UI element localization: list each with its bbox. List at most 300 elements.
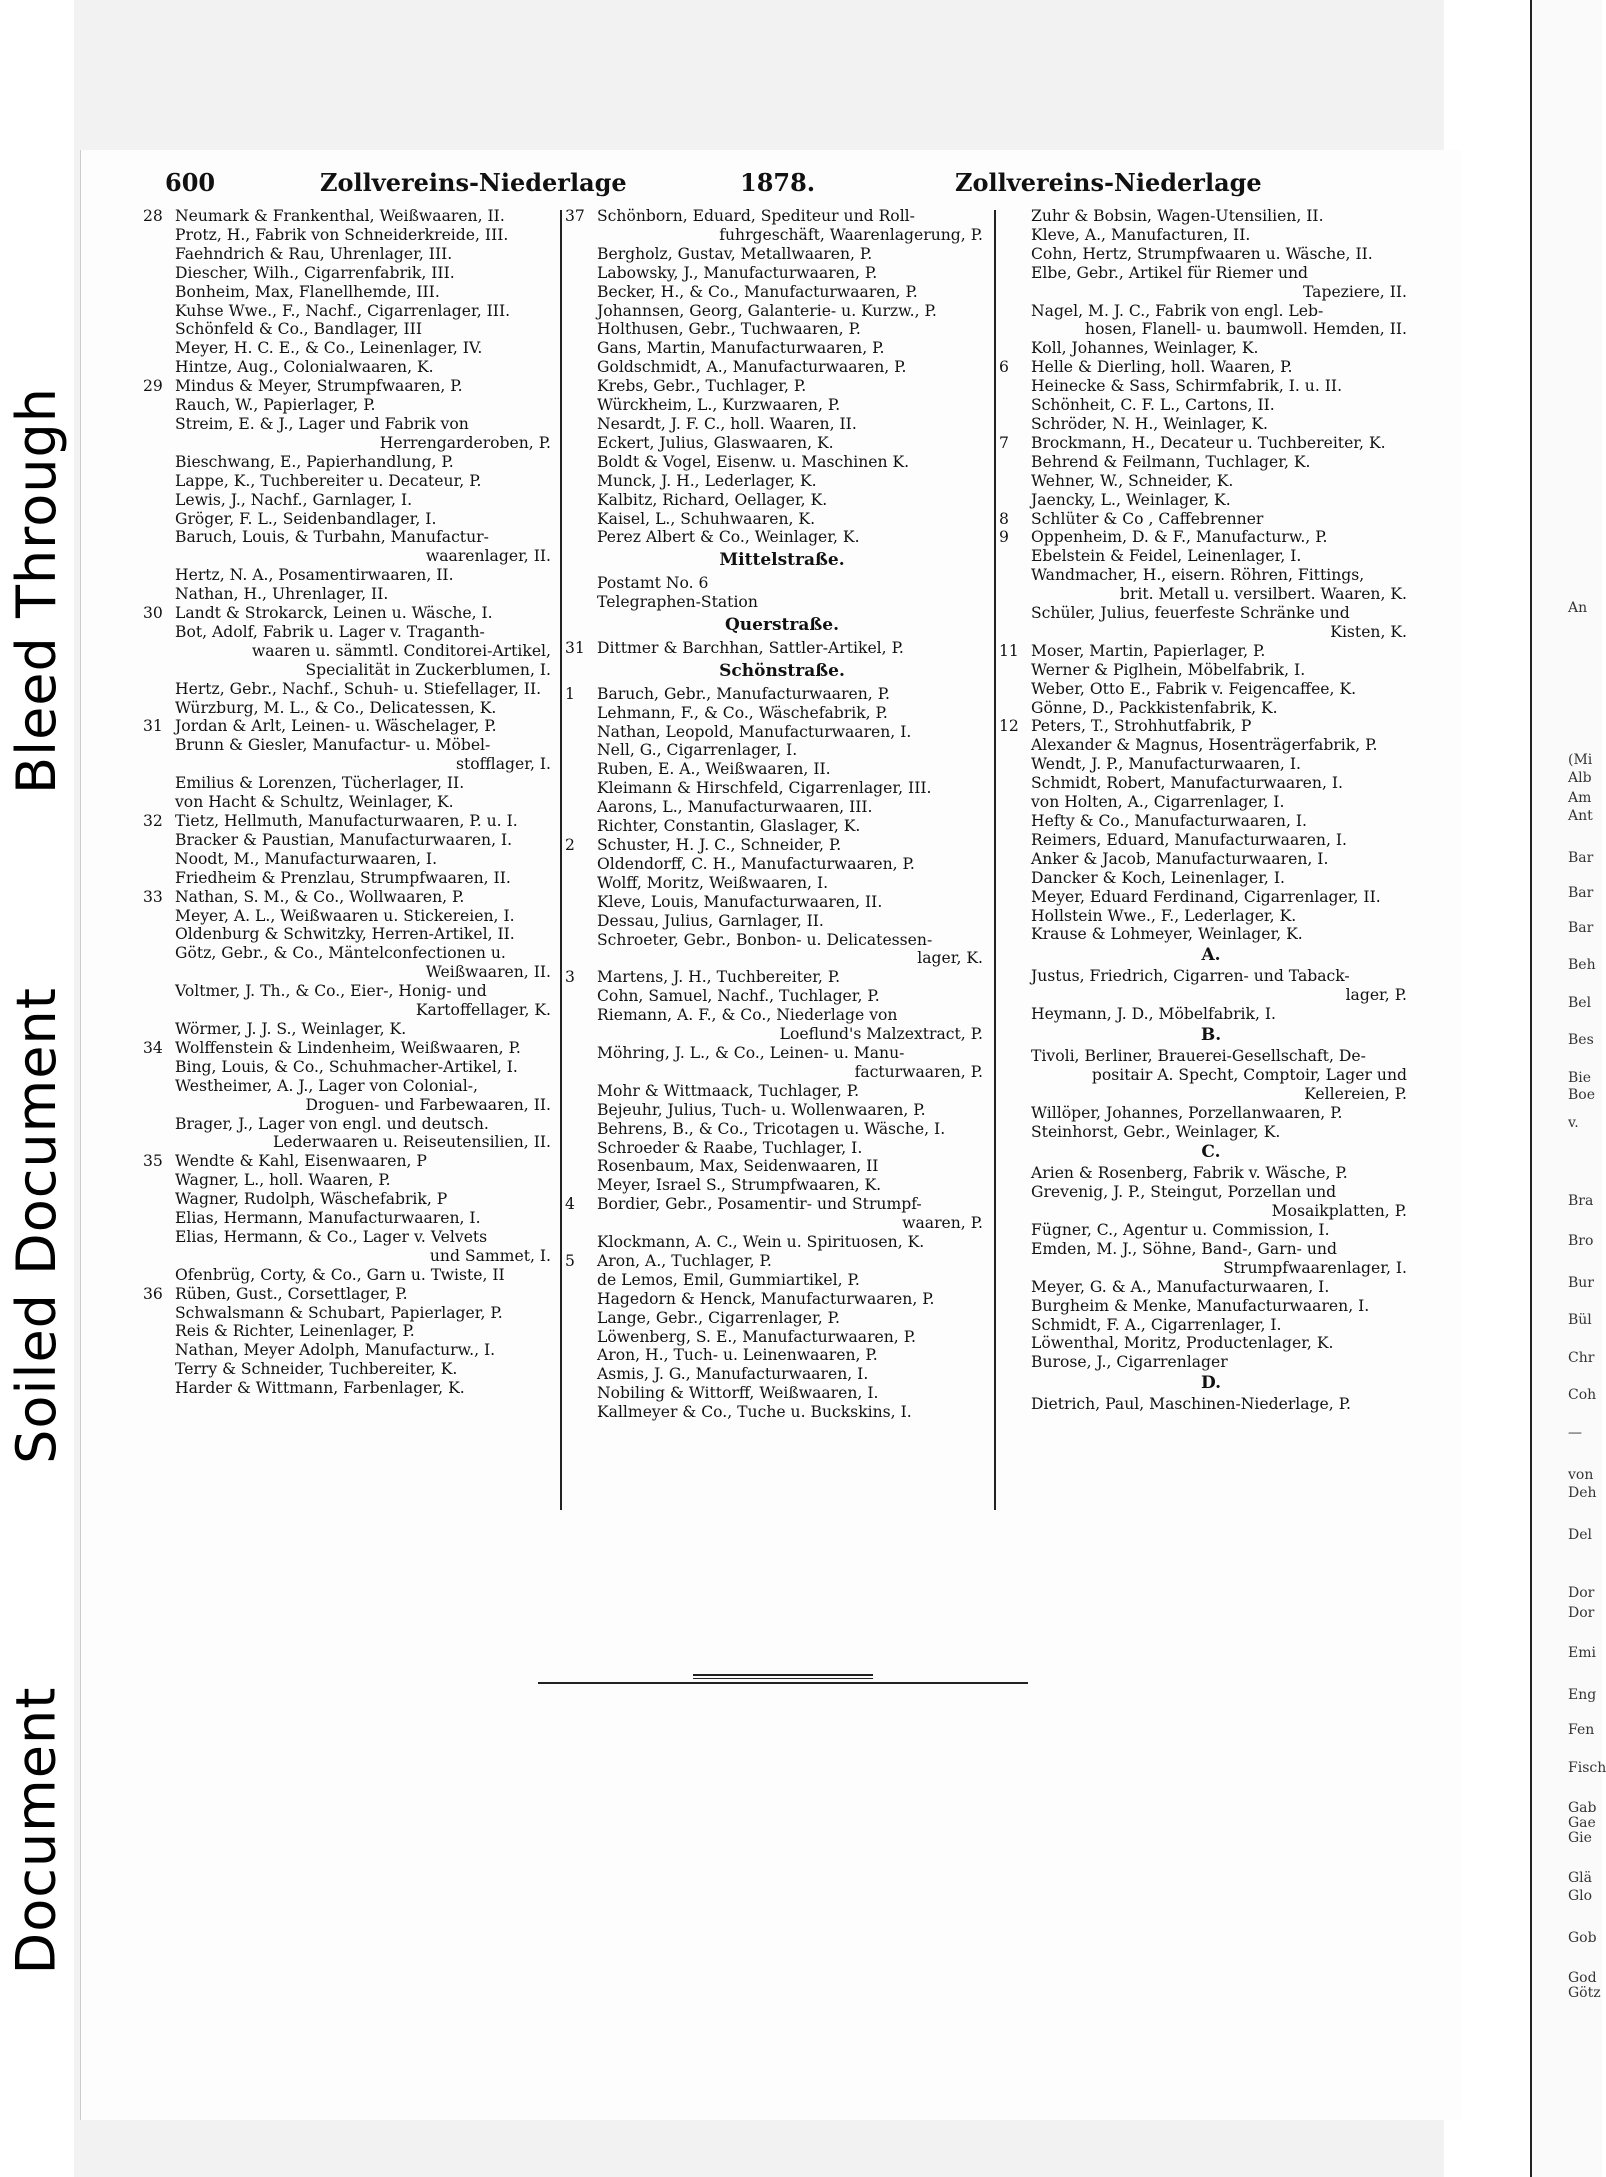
directory-entry [145, 415, 565, 434]
fragment-text: Gae [1568, 1815, 1596, 1831]
entry-text: Würzburg, M. L., & Co., Delicatessen, K. [175, 698, 497, 717]
fragment-text: God [1568, 1970, 1597, 1986]
entry-text: Nathan, H., Uhrenlager, II. [175, 585, 389, 604]
entry-text: Gönne, D., Packkistenfabrik, K. [1031, 698, 1278, 717]
directory-entry [1001, 642, 1421, 661]
directory-entry [145, 226, 565, 245]
entry-continuation: Droguen- und Farbewaaren, II. [305, 1095, 551, 1114]
entry-text: Bordier, Gebr., Posamentir- und Strumpf- [597, 1195, 922, 1214]
directory-entry [145, 396, 565, 415]
entry-text: Brager, J., Lager von engl. und deutsch. [175, 1114, 489, 1133]
entry-text: Hollstein Wwe., F., Lederlager, K. [1031, 906, 1297, 925]
entry-text: Aarons, L., Manufacturwaaren, III. [597, 798, 873, 817]
entry-continuation: Herrengarderoben, P. [379, 433, 551, 452]
fragment-text: Beh [1568, 957, 1596, 973]
directory-entry [145, 1266, 565, 1285]
directory-entry [1001, 1123, 1421, 1142]
document-label: Document [4, 1686, 68, 1974]
entry-text: Tivoli, Berliner, Brauerei-Gesellschaft, De- [1031, 1046, 1366, 1065]
directory-entry [1001, 717, 1421, 736]
fragment-text: Dor [1568, 1605, 1595, 1621]
directory-entry [1001, 377, 1421, 396]
entry-text: Kleimann & Hirschfeld, Cigarrenlager, III. [597, 779, 932, 798]
entry-text: Emden, M. J., Söhne, Band-, Garn- und [1031, 1239, 1337, 1258]
entry-text: Kuhse Wwe., F., Nachf., Cigarrenlager, III. [175, 301, 511, 320]
entry-text: Heymann, J. D., Möbelfabrik, I. [1031, 1005, 1277, 1024]
entry-text: Lange, Gebr., Cigarrenlager, P. [597, 1308, 840, 1327]
entry-text: Löwenberg, S. E., Manufacturwaaren, P. [597, 1327, 917, 1346]
entry-text: Streim, E. & J., Lager und Fabrik von [175, 414, 469, 433]
entry-continuation: Kisten, K. [1330, 622, 1407, 641]
entry-text: Schroeter, Gebr., Bonbon- u. Delicatessen- [597, 930, 933, 949]
directory-entry [145, 1039, 565, 1058]
fragment-text: Emi [1568, 1645, 1596, 1661]
page-header [165, 168, 1430, 202]
directory-entry [567, 396, 997, 415]
entry-text: Schuster, H. J. C., Schneider, P. [597, 836, 842, 854]
label-strip [0, 0, 72, 2177]
house-number: 9 [999, 528, 1009, 547]
fragment-text: Fen [1568, 1722, 1595, 1738]
directory-entry [1001, 604, 1421, 623]
street-heading: Querstraße. [725, 615, 839, 636]
directory-entry [1001, 491, 1421, 510]
entry-text: Bieschwang, E., Papierhandlung, P. [175, 452, 454, 471]
entry-text: Peters, T., Strohhutfabrik, P [1031, 717, 1252, 736]
directory-entry [1001, 1297, 1421, 1316]
directory-entry [1001, 1104, 1421, 1123]
entry-continuation: Weißwaaren, II. [425, 963, 551, 982]
entry-text: Burose, J., Cigarrenlager [1031, 1353, 1228, 1372]
entry-text: de Lemos, Emil, Gummiartikel, P. [597, 1270, 860, 1289]
entry-text: Kleve, A., Manufacturen, II. [1031, 225, 1251, 244]
directory-entry [145, 472, 565, 491]
entry-text: Johannsen, Georg, Galanterie- u. Kurzw., P. [597, 301, 937, 320]
directory-entry [567, 1157, 997, 1176]
directory-entry [145, 510, 565, 529]
fragment-text: von [1568, 1467, 1594, 1483]
entry-text: Wendt, J. P., Manufacturwaaren, I. [1031, 755, 1301, 774]
fragment-text: (Mi [1568, 752, 1593, 768]
entry-text: Wörmer, J. J. S., Weinlager, K. [175, 1019, 407, 1038]
directory-entry [567, 1120, 997, 1139]
fragment-text: Bro [1568, 1233, 1594, 1249]
directory-entry [145, 1190, 565, 1209]
directory-entry [1001, 1278, 1421, 1297]
house-number: 8 [999, 509, 1009, 528]
directory-entry [1001, 907, 1421, 926]
entry-text: Elias, Hermann, Manufacturwaaren, I. [175, 1209, 481, 1228]
directory-entry [1001, 566, 1421, 585]
fragment-text: Gab [1568, 1800, 1597, 1816]
fragment-text: Bül [1568, 1312, 1592, 1328]
directory-entry [145, 1285, 565, 1304]
entry-text: Mindus & Meyer, Strumpfwaaren, P. [175, 377, 463, 396]
directory-entry [1001, 1316, 1421, 1335]
fragment-text: — [1568, 1425, 1582, 1441]
house-number: 30 [143, 604, 163, 623]
right-running-title: Zollvereins-Niederlage [955, 168, 1262, 197]
entry-text: Anker & Jacob, Manufacturwaaren, I. [1031, 849, 1329, 868]
entry-text: Harder & Wittmann, Farbenlager, K. [175, 1379, 465, 1398]
entry-text: Richter, Constantin, Glaslager, K. [597, 817, 861, 836]
entry-text: Rauch, W., Papierlager, P. [175, 396, 376, 415]
entry-text: Moser, Martin, Papierlager, P. [1031, 641, 1266, 660]
fragment-text: Eng [1568, 1687, 1597, 1703]
entry-text: Meyer, A. L., Weißwaaren u. Stickereien, I. [175, 906, 515, 925]
fragment-text: Deh [1568, 1485, 1597, 1501]
directory-entry [567, 1365, 997, 1384]
directory-entry [567, 779, 997, 798]
entry-continuation: Specialität in Zuckerblumen, I. [305, 660, 551, 679]
entry-continuation: stofflager, I. [455, 755, 551, 774]
entry-text: Schroeder & Raabe, Tuchlager, I. [597, 1138, 863, 1157]
entry-text: Rüben, Gust., Corsettlager, P. [175, 1284, 408, 1303]
directory-entry [145, 888, 565, 907]
directory-entry [1001, 207, 1421, 226]
fragment-text: Bar [1568, 920, 1594, 936]
entry-text: Werner & Piglhein, Möbelfabrik, I. [1031, 660, 1306, 679]
entry-text: Lehmann, F., & Co., Wäschefabrik, P. [597, 703, 888, 722]
entry-text: Dittmer & Barchhan, Sattler-Artikel, P. [597, 638, 904, 657]
directory-entry [1001, 1334, 1421, 1353]
entry-text: Nesardt, J. F. C., holl. Waaren, II. [597, 414, 857, 433]
directory-entry [1001, 869, 1421, 888]
directory-entry [145, 566, 565, 585]
directory-entry [567, 723, 997, 742]
entry-text: Bracker & Paustian, Manufacturwaaren, I. [175, 830, 513, 849]
house-number: 32 [143, 812, 163, 830]
directory-entry [567, 207, 997, 226]
entry-text: Nathan, Meyer Adolph, Manufacturw., I. [175, 1341, 496, 1360]
entry-continuation: Tapeziere, II. [1302, 282, 1407, 301]
entry-text: Riemann, A. F., & Co., Niederlage von [597, 1006, 898, 1025]
directory-entry [567, 283, 997, 302]
entry-text: Kallmeyer & Co., Tuche u. Buckskins, I. [597, 1403, 912, 1422]
entry-text: Asmis, J. G., Manufacturwaaren, I. [597, 1365, 869, 1384]
column-rule-1 [560, 210, 562, 1510]
page-number: 600 [165, 168, 216, 197]
entry-text: Klockmann, A. C., Wein u. Spirituosen, K. [597, 1233, 925, 1252]
fragment-text: Bur [1568, 1275, 1594, 1291]
house-number: 37 [565, 207, 585, 225]
entry-text: Goldschmidt, A., Manufacturwaaren, P. [597, 358, 907, 377]
directory-entry [1001, 831, 1421, 850]
entry-text: Schüler, Julius, feuerfeste Schränke und [1031, 604, 1350, 623]
entry-text: Reis & Richter, Leinenlager, P. [175, 1322, 415, 1341]
directory-entry [1001, 226, 1421, 245]
directory-entry [567, 302, 997, 321]
directory-entry [145, 1228, 565, 1247]
house-number: 4 [565, 1195, 575, 1214]
entry-text: Schlüter & Co , Caffebrenner [1031, 509, 1264, 528]
directory-entry [567, 912, 997, 931]
directory-entry [1001, 510, 1421, 529]
entry-continuation: waaren u. sämmtl. Conditorei-Artikel, [251, 641, 551, 660]
directory-entry [145, 528, 565, 547]
directory-entry [1001, 547, 1421, 566]
house-number: 35 [143, 1152, 163, 1171]
entry-text: Diescher, Wilh., Cigarrenfabrik, III. [175, 263, 455, 282]
directory-entry [567, 798, 997, 817]
entry-text: Schmidt, F. A., Cigarrenlager, I. [1031, 1315, 1282, 1334]
fragment-text: Alb [1568, 770, 1592, 786]
entry-text: Grevenig, J. P., Steingut, Porzellan und [1031, 1183, 1337, 1202]
directory-entry [567, 931, 997, 950]
entry-text: Ofenbrüg, Corty, & Co., Garn u. Twiste, II [175, 1265, 505, 1284]
entry-text: Koll, Johannes, Weinlager, K. [1031, 339, 1259, 358]
entry-continuation: positair A. Specht, Comptoir, Lager und [1091, 1065, 1407, 1084]
entry-text: Krebs, Gebr., Tuchlager, P. [597, 377, 807, 396]
directory-entry [145, 339, 565, 358]
entry-text: Faehndrich & Rau, Uhrenlager, III. [175, 244, 453, 263]
directory-entry [1001, 755, 1421, 774]
directory-entry [567, 574, 997, 593]
entry-text: Helle & Dierling, holl. Waaren, P. [1031, 358, 1293, 377]
entry-text: Elbe, Gebr., Artikel für Riemer und [1031, 263, 1309, 282]
letter-heading: B. [1200, 1024, 1222, 1045]
soiled-document-label: Soiled Document [4, 986, 68, 1464]
entry-text: Oldendorff, C. H., Manufacturwaaren, P. [597, 854, 915, 873]
entry-text: Nathan, S. M., & Co., Wollwaaren, P. [175, 887, 465, 906]
directory-entry [1001, 1353, 1421, 1372]
directory-entry [145, 1341, 565, 1360]
directory-entry [145, 812, 565, 831]
entry-text: Möhring, J. L., & Co., Leinen- u. Manu- [597, 1043, 905, 1062]
directory-entry [145, 1171, 565, 1190]
entry-text: Elias, Hermann, & Co., Lager v. Velvets [175, 1227, 488, 1246]
directory-entry [567, 1252, 997, 1271]
entry-text: Reimers, Eduard, Manufacturwaaren, I. [1031, 830, 1348, 849]
directory-entry [567, 1328, 997, 1347]
directory-entry [567, 741, 997, 760]
entry-continuation: brit. Metall u. versilbert. Waaren, K. [1119, 585, 1407, 604]
directory-entry [567, 528, 997, 547]
fragment-text: Bar [1568, 885, 1594, 901]
directory-entry [145, 982, 565, 1001]
entry-text: Wendte & Kahl, Eisenwaaren, P [175, 1152, 427, 1171]
entry-text: Emilius & Lorenzen, Tücherlager, II. [175, 774, 465, 793]
directory-entry [145, 453, 565, 472]
directory-entry [567, 245, 997, 264]
directory-entry [1001, 888, 1421, 907]
directory-entry [567, 1233, 997, 1252]
directory-entry [1001, 699, 1421, 718]
directory-entry [1001, 453, 1421, 472]
directory-entry [1001, 680, 1421, 699]
directory-entry [1001, 302, 1421, 321]
letter-heading: D. [1200, 1373, 1222, 1394]
entry-text: Willöper, Johannes, Porzellanwaaren, P. [1031, 1103, 1343, 1122]
entry-text: Ebelstein & Feidel, Leinenlager, I. [1031, 547, 1302, 566]
entry-text: Voltmer, J. Th., & Co., Eier-, Honig- und [175, 982, 487, 1001]
directory-entry [145, 491, 565, 510]
entry-text: von Hacht & Schultz, Weinlager, K. [175, 793, 454, 812]
entry-continuation: waaren, P. [902, 1214, 983, 1233]
entry-text: Burgheim & Menke, Manufacturwaaren, I. [1031, 1296, 1370, 1315]
directory-entry [145, 245, 565, 264]
directory-entry [145, 207, 565, 226]
entry-text: Baruch, Gebr., Manufacturwaaren, P. [597, 684, 891, 703]
entry-text: Schönborn, Eduard, Spediteur und Roll- [597, 207, 915, 225]
column-rule-2 [994, 210, 996, 1510]
entry-text: Meyer, G. & A., Manufacturwaaren, I. [1031, 1277, 1330, 1296]
entry-text: Kaisel, L., Schuhwaaren, K. [597, 509, 816, 528]
entry-text: Zuhr & Bobsin, Wagen-Utensilien, II. [1031, 207, 1324, 225]
directory-entry [145, 377, 565, 396]
entry-text: Holthusen, Gebr., Tuchwaaren, P. [597, 320, 861, 339]
directory-entry [1001, 358, 1421, 377]
entry-text: Weber, Otto E., Fabrik v. Feigencaffee, K. [1031, 679, 1357, 698]
fragment-text: Götz [1568, 1985, 1601, 2001]
directory-entry [1001, 925, 1421, 944]
directory-entry [1001, 528, 1421, 547]
entry-text: Hagedorn & Henck, Manufacturwaaren, P. [597, 1289, 935, 1308]
entry-text: Dancker & Koch, Leinenlager, I. [1031, 868, 1285, 887]
directory-entry [1001, 661, 1421, 680]
entry-text: Becker, H., & Co., Manufacturwaaren, P. [597, 282, 918, 301]
entry-text: Krause & Lohmeyer, Weinlager, K. [1031, 925, 1303, 944]
fragment-text: Bie [1568, 1070, 1592, 1086]
fragment-text: Glo [1568, 1888, 1593, 1904]
directory-entry [1001, 396, 1421, 415]
entry-text: Bonheim, Max, Flanellhemde, III. [175, 282, 440, 301]
entry-text: Gröger, F. L., Seidenbandlager, I. [175, 509, 437, 528]
column-2 [567, 207, 997, 1422]
directory-entry [145, 1379, 565, 1398]
entry-continuation: Mosaikplatten, P. [1271, 1202, 1407, 1221]
house-number: 34 [143, 1038, 163, 1057]
entry-text: Alexander & Magnus, Hosenträgerfabrik, P. [1031, 736, 1378, 755]
directory-entry [1001, 1240, 1421, 1259]
house-number: 1 [565, 684, 575, 703]
street-heading: Mittelstraße. [719, 550, 845, 571]
entry-continuation: lager, K. [917, 949, 983, 968]
directory-entry [1001, 264, 1421, 283]
directory-entry [145, 831, 565, 850]
entry-text: Friedheim & Prenzlau, Strumpfwaaren, II. [175, 868, 511, 887]
entry-text: Kleve, Louis, Manufacturwaaren, II. [597, 892, 883, 911]
entry-text: Martens, J. H., Tuchbereiter, P. [597, 968, 841, 987]
entry-continuation: hosen, Flanell- u. baumwoll. Hemden, II. [1085, 320, 1407, 339]
entry-text: Meyer, H. C. E., & Co., Leinenlager, IV. [175, 339, 483, 358]
entry-text: Boldt & Vogel, Eisenw. u. Maschinen K. [597, 452, 910, 471]
house-number: 7 [999, 433, 1009, 452]
entry-text: Steinhorst, Gebr., Weinlager, K. [1031, 1122, 1281, 1141]
entry-text: Cohn, Samuel, Nachf., Tuchlager, P. [597, 987, 880, 1006]
directory-entry [1001, 774, 1421, 793]
directory-entry [1001, 1047, 1421, 1066]
directory-entry [145, 1058, 565, 1077]
entry-text: Lappe, K., Tuchbereiter u. Decateur, P. [175, 471, 482, 490]
directory-entry [145, 604, 565, 623]
fragment-text: Bar [1568, 850, 1594, 866]
fragment-text: Am [1568, 790, 1592, 806]
entry-text: Landt & Strokarck, Leinen u. Wäsche, I. [175, 604, 493, 623]
house-number: 11 [999, 641, 1019, 660]
directory-entry [1001, 812, 1421, 831]
directory-entry [145, 717, 565, 736]
entry-text: Mohr & Wittmaack, Tuchlager, P. [597, 1081, 860, 1100]
directory-entry [567, 434, 997, 453]
entry-text: Neumark & Frankenthal, Weißwaaren, II. [175, 207, 505, 225]
entry-text: Westheimer, A. J., Lager von Colonial-, [175, 1076, 478, 1095]
entry-text: Nathan, Leopold, Manufacturwaaren, I. [597, 722, 912, 741]
directory-entry [1001, 339, 1421, 358]
directory-entry [145, 680, 565, 699]
entry-text: Hertz, Gebr., Nachf., Schuh- u. Stiefellager, II. [175, 679, 542, 698]
entry-text: Dessau, Julius, Garnlager, II. [597, 911, 824, 930]
entry-text: Brockmann, H., Decateur u. Tuchbereiter, K. [1031, 433, 1386, 452]
entry-continuation: Lederwaaren u. Reiseutensilien, II. [272, 1133, 551, 1152]
directory-entry [145, 320, 565, 339]
directory-entry [145, 869, 565, 888]
entry-text: Meyer, Israel S., Strumpfwaaren, K. [597, 1176, 882, 1195]
directory-entry [567, 968, 997, 987]
house-number: 6 [999, 358, 1009, 377]
directory-entry [567, 874, 997, 893]
directory-entry [145, 850, 565, 869]
entry-continuation: und Sammet, I. [429, 1246, 551, 1265]
directory-entry [567, 855, 997, 874]
fragment-text: Chr [1568, 1350, 1595, 1366]
house-number: 2 [565, 836, 575, 854]
entry-text: Bot, Adolf, Fabrik u. Lager v. Traganth- [175, 622, 485, 641]
entry-text: Nobiling & Wittorff, Weißwaaren, I. [597, 1384, 879, 1403]
directory-entry [145, 264, 565, 283]
letter-heading: C. [1201, 1142, 1221, 1163]
fragment-text: Del [1568, 1527, 1592, 1543]
directory-entry [145, 1209, 565, 1228]
fragment-text: Dor [1568, 1585, 1595, 1601]
entry-text: Wehner, W., Schneider, K. [1031, 471, 1234, 490]
entry-continuation: Loeflund's Malzextract, P. [779, 1025, 983, 1044]
entry-text: Postamt No. 6 [597, 574, 709, 593]
directory-entry [567, 836, 997, 855]
entry-text: Wagner, L., holl. Waaren, P. [175, 1171, 391, 1190]
fragment-text: Gie [1568, 1830, 1592, 1846]
fragment-text: Gob [1568, 1930, 1597, 1946]
directory-entry [145, 925, 565, 944]
directory-entry [567, 1271, 997, 1290]
entry-text: Bejeuhr, Julius, Tuch- u. Wollenwaaren, P. [597, 1100, 926, 1119]
directory-entry [567, 377, 997, 396]
directory-entry [567, 1082, 997, 1101]
year: 1878. [740, 168, 816, 197]
directory-entry [567, 453, 997, 472]
house-number: 28 [143, 207, 163, 225]
directory-entry [1001, 1005, 1421, 1024]
directory-entry [1001, 967, 1421, 986]
entry-text: Dietrich, Paul, Maschinen-Niederlage, P. [1031, 1395, 1351, 1414]
left-running-title: Zollvereins-Niederlage [320, 168, 627, 197]
directory-entry [567, 1346, 997, 1365]
entry-text: Labowsky, J., Manufacturwaaren, P. [597, 263, 878, 282]
entry-text: Justus, Friedrich, Cigarren- und Taback- [1031, 967, 1350, 986]
directory-entry [567, 320, 997, 339]
fragment-text: Bes [1568, 1032, 1594, 1048]
entry-text: Aron, A., Tuchlager, P. [597, 1251, 772, 1270]
entry-continuation: lager, P. [1345, 986, 1407, 1005]
directory-entry [1001, 1183, 1421, 1202]
entry-continuation: facturwaaren, P. [854, 1062, 983, 1081]
house-number: 5 [565, 1251, 575, 1270]
directory-entry [1001, 1395, 1421, 1414]
fragment-text: Bra [1568, 1193, 1594, 1209]
directory-entry [145, 1020, 565, 1039]
entry-text: Kalbitz, Richard, Oellager, K. [597, 490, 828, 509]
directory-entry [145, 699, 565, 718]
